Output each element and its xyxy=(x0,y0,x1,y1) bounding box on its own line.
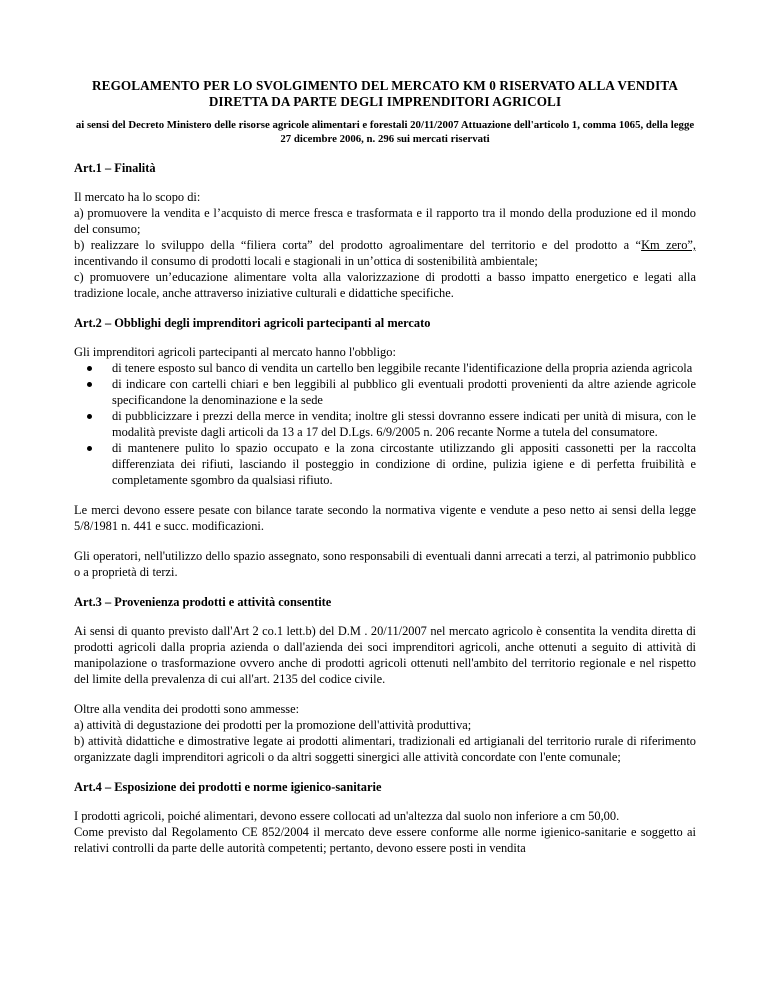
art1-item-b xyxy=(74,237,696,269)
art2-bullet-item xyxy=(74,360,696,376)
art2-bullet-item xyxy=(74,408,696,440)
art3-heading: Art.3 – Provenienza prodotti e attività consentite xyxy=(74,595,332,609)
art1-item-b-underlined: Km zero”, xyxy=(641,238,696,252)
art4-paragraph-1: I prodotti agricoli, poiché alimentari, devono essere collocati ad un'altezza dal suolo non inferiore a cm 50,00. xyxy=(74,809,620,823)
art3-item-a: a) attività di degustazione dei prodotti per la promozione dell'attività produttiva; xyxy=(74,718,472,732)
art2-bullet-item xyxy=(74,440,696,488)
bullet-icon xyxy=(87,414,92,419)
art2-intro: Gli imprenditori agricoli partecipanti al mercato hanno l'obbligo: xyxy=(74,345,396,359)
document-body xyxy=(74,78,696,856)
bullet-icon xyxy=(87,446,92,451)
art1-item-b-post: incentivando il consumo di prodotti locali e stagionali in un’ottica di sostenibilità ambientale; xyxy=(74,254,538,268)
art4-paragraph-2: Come previsto dal Regolamento CE 852/2004 il mercato deve essere conforme alle norme igienico-sanitarie e soggetto ai relativi controlli da parte delle autorità competenti; pertanto, devono essere posti in vendita xyxy=(74,825,696,855)
bullet-icon xyxy=(87,382,92,387)
art2-bullet-text: di pubblicizzare i prezzi della merce in vendita; inoltre gli stessi dovranno essere indicati per unità di misura, con le modalità previste dagli articoli da 13 a 17 del D.Lgs. 6/9/2005 n. 206 recante Norme a tutela del consumatore. xyxy=(112,409,696,439)
bullet-icon xyxy=(87,366,92,371)
art1-item-b-pre: b) realizzare lo sviluppo della “filiera corta” del prodotto agroalimentare del territorio e del prodotto a “ xyxy=(74,238,642,252)
art1-intro: Il mercato ha lo scopo di: xyxy=(74,190,201,204)
document-title: REGOLAMENTO PER LO SVOLGIMENTO DEL MERCATO KM 0 RISERVATO ALLA VENDITA DIRETTA DA PARTE DEGLI IMPRENDITORI AGRICOLI xyxy=(92,78,678,109)
art3-paragraph-1: Ai sensi di quanto previsto dall'Art 2 co.1 lett.b) del D.M . 20/11/2007 nel mercato agricolo è consentita la vendita diretta di prodotti agricoli dalla propria azienda o dall'azienda dei soci imprenditori agricoli, anche ottenuti a seguito di attività di manipolazione o trasformazione ovvero anche di prodotti agricoli ottenuti nell'ambito del territorio regionale e nel rispetto del limite della prevalenza di cui all'art. 2135 del codice civile. xyxy=(74,624,696,686)
art1-heading: Art.1 – Finalità xyxy=(74,161,156,175)
art2-bullet-item xyxy=(74,376,696,408)
document-subtitle: ai sensi del Decreto Ministero delle risorse agricole alimentari e forestali 20/11/2007 Attuazione dell'articolo 1, comma 1065, della legge 27 dicembre 2006, n. 296 sui mercati riservati xyxy=(75,119,695,145)
art1-item-a: a) promuovere la vendita e l’acquisto di merce fresca e trasformata e il rapporto tra il mondo della produzione ed il mondo del consumo; xyxy=(74,206,696,236)
art3-intro-2: Oltre alla vendita dei prodotti sono ammesse: xyxy=(74,702,300,716)
art2-bullet-text: di mantenere pulito lo spazio occupato e la zona circostante utilizzando gli appositi cassonetti per la raccolta differenziata dei rifiuti, lasciando il posteggio in condizione di ordine, pulizia igiene e di perfetta fruibilità e completamente sgombro da qualsiasi rifiuto. xyxy=(112,441,696,487)
art2-bullet-text: di indicare con cartelli chiari e ben leggibili al pubblico gli eventuali prodotti provenienti da altre aziende agricole specificandone la denominazione e la sede xyxy=(112,377,696,407)
art2-bullet-list xyxy=(74,360,696,488)
art2-liability-paragraph: Gli operatori, nell'utilizzo dello spazio assegnato, sono responsabili di eventuali danni arrecati a terzi, al patrimonio pubblico o a proprietà di terzi. xyxy=(74,549,696,579)
art2-bullet-text: di tenere esposto sul banco di vendita un cartello ben leggibile recante l'identificazione della propria azienda agricola xyxy=(112,361,693,375)
art3-item-b: b) attività didattiche e dimostrative legate ai prodotti alimentari, tradizionali ed artigianali del territorio rurale di riferimento organizzate dagli imprenditori agricoli o da altri soggetti sinergici alle attività concordate con l'ente comunale; xyxy=(74,734,696,764)
art2-heading: Art.2 – Obblighi degli imprenditori agricoli partecipanti al mercato xyxy=(74,316,431,330)
art4-heading: Art.4 – Esposizione dei prodotti e norme igienico-sanitarie xyxy=(74,780,382,794)
art2-weights-paragraph: Le merci devono essere pesate con bilance tarate secondo la normativa vigente e vendute a peso netto ai sensi della legge 5/8/1981 n. 441 e succ. modificazioni. xyxy=(74,503,696,533)
art1-item-c: c) promuovere un’educazione alimentare volta alla valorizzazione di prodotti a basso impatto energetico e legati alla tradizione locale, anche attraverso iniziative culturali e didattiche specifiche. xyxy=(74,270,696,300)
